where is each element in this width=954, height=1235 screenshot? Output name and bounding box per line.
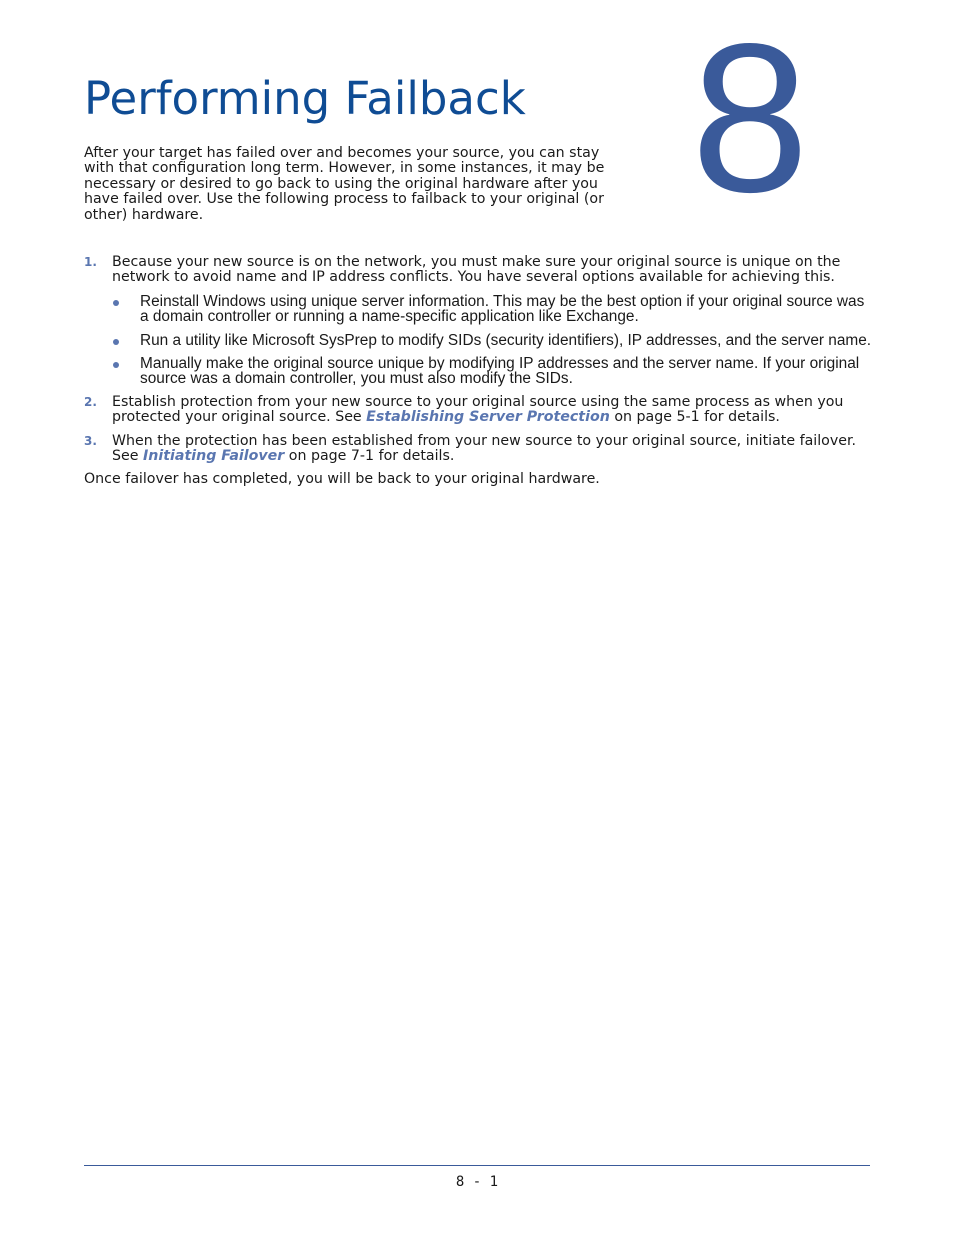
establishing-server-protection-link[interactable]: Establishing Server Protection xyxy=(366,409,610,426)
bullet-text: Run a utility like Microsoft SysPrep to modify SIDs (security identifiers), IP addresses, and the server name. xyxy=(140,331,872,349)
step-text: Because your new source is on the network, you must make sure your original source is unique on the network to avoid name and IP address conflicts. You have several options available for achieving this. xyxy=(112,254,841,286)
bullet-icon xyxy=(113,362,119,368)
initiating-failover-link[interactable]: Initiating Failover xyxy=(142,448,285,465)
page-number: 8 - 1 xyxy=(455,1174,499,1190)
intro-paragraph: After your target has failed over and becomes your source, you can stay with that configuration long term. However, in some instances, it may be necessary or desired to go back to using the original hardware after you have failed over. Use the following process to failback to your original (or other) hardware. xyxy=(84,145,605,223)
bullet-icon xyxy=(113,339,119,345)
bullet-text: Reinstall Windows using unique server information. This may be the best option if your original source was a domain controller or running a name-specific application like Exchange. xyxy=(140,292,865,326)
procedure-steps xyxy=(84,255,874,488)
chapter-number: 8 xyxy=(691,0,809,236)
closing-paragraph: Once failover has completed, you will be back to your original hardware. xyxy=(84,471,600,488)
step-text: on page 5-1 for details. xyxy=(609,409,780,426)
list-item xyxy=(112,333,874,348)
step-text: When the protection has been established from your new source to your original source, initiate failover. See xyxy=(112,432,856,465)
step-3 xyxy=(84,434,874,465)
bullet-icon xyxy=(113,300,119,306)
footer-divider xyxy=(84,1165,870,1166)
options-list xyxy=(112,294,874,387)
list-item xyxy=(112,294,874,325)
bullet-text: Manually make the original source unique by modifying IP addresses and the server name. If your original source was a domain controller, you must also modify the SIDs. xyxy=(140,355,860,388)
step-2 xyxy=(84,395,874,426)
step-number: 1. xyxy=(84,255,97,269)
step-1 xyxy=(84,255,874,387)
step-number: 2. xyxy=(84,394,97,409)
closing-item xyxy=(84,472,874,487)
list-item xyxy=(112,356,874,387)
page-title: Performing Failback xyxy=(84,72,526,125)
step-text: on page 7-1 for details. xyxy=(284,448,455,465)
step-number: 3. xyxy=(84,433,97,448)
step-text: Establish protection from your new source to your original source using the same process as when you protected your original source. See xyxy=(112,393,844,426)
